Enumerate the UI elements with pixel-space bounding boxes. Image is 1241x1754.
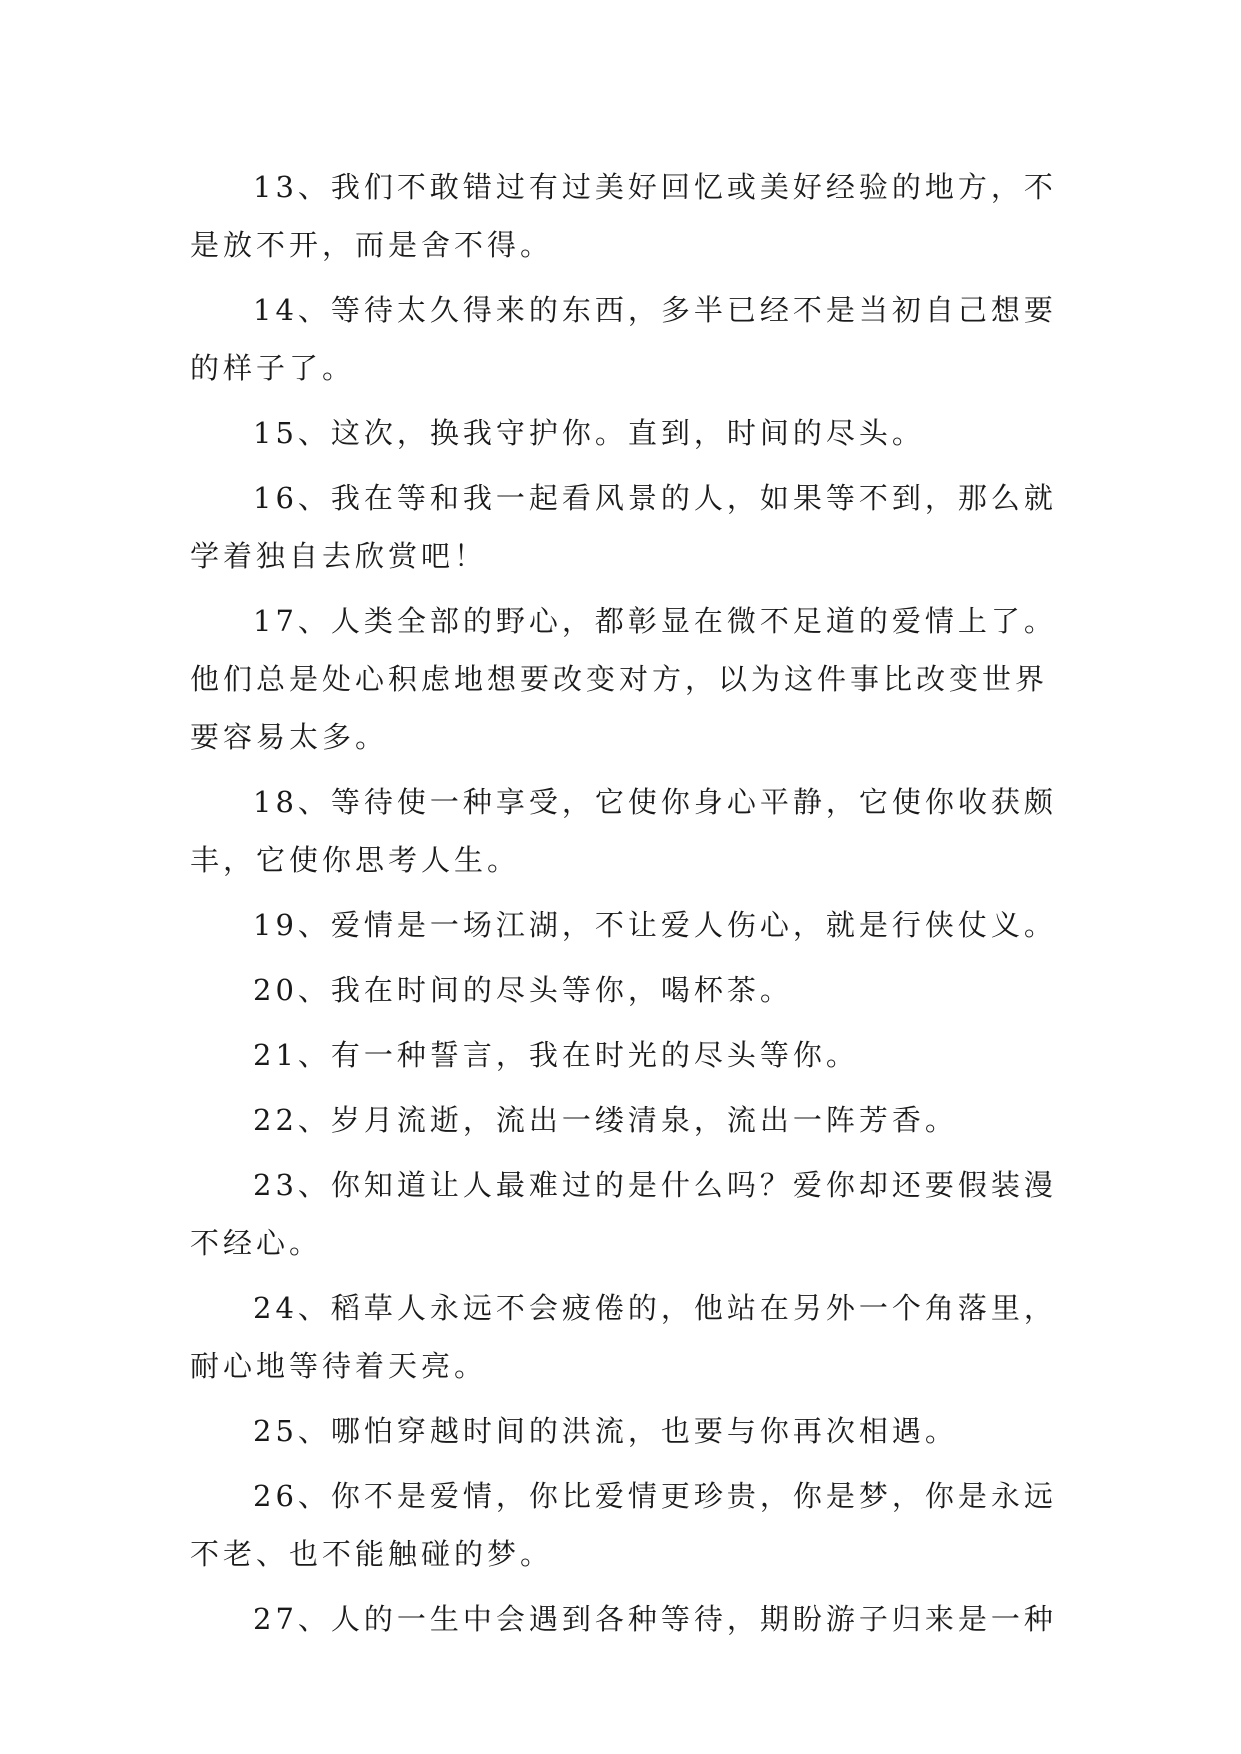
- paragraph-19: 19、爱情是一场江湖，不让爱人伤心，就是行侠仗义。: [253, 908, 1057, 942]
- paragraph-13: 13、我们不敢错过有过美好回忆或美好经验的地方，不是放不开，而是舍不得。: [190, 170, 1057, 262]
- paragraph-26: 26、你不是爱情，你比爱情更珍贵，你是梦，你是永远不老、也不能触碰的梦。: [190, 1479, 1057, 1571]
- paragraph-24: 24、稻草人永远不会疲倦的，他站在另外一个角落里，耐心地等待着天亮。: [190, 1291, 1057, 1383]
- paragraph-15: 15、这次，换我守护你。直到，时间的尽头。: [253, 416, 925, 450]
- document-body: [190, 158, 1070, 1655]
- paragraph-21: 21、有一种誓言，我在时光的尽头等你。: [253, 1038, 859, 1072]
- paragraph-25: 25、哪怕穿越时间的洪流，也要与你再次相遇。: [253, 1414, 958, 1448]
- paragraph-23: 23、你知道让人最难过的是什么吗？爱你却还要假装漫不经心。: [190, 1168, 1057, 1260]
- paragraph-22: 22、岁月流逝，流出一缕清泉，流出一阵芳香。: [253, 1103, 958, 1137]
- paragraph-27: 27、人的一生中会遇到各种等待，期盼游子归来是一种: [253, 1602, 1057, 1636]
- paragraph-14: 14、等待太久得来的东西，多半已经不是当初自己想要的样子了。: [190, 293, 1057, 385]
- paragraph-16: 16、我在等和我一起看风景的人，如果等不到，那么就学着独自去欣赏吧！: [190, 481, 1057, 573]
- paragraph-18: 18、等待使一种享受，它使你身心平静，它使你收获颇丰，它使你思考人生。: [190, 785, 1057, 877]
- paragraph-20: 20、我在时间的尽头等你，喝杯茶。: [253, 973, 793, 1007]
- paragraph-17: 17、人类全部的野心，都彰显在微不足道的爱情上了。他们总是处心积虑地想要改变对方，以为这件事比改变世界要容易太多。: [190, 604, 1057, 754]
